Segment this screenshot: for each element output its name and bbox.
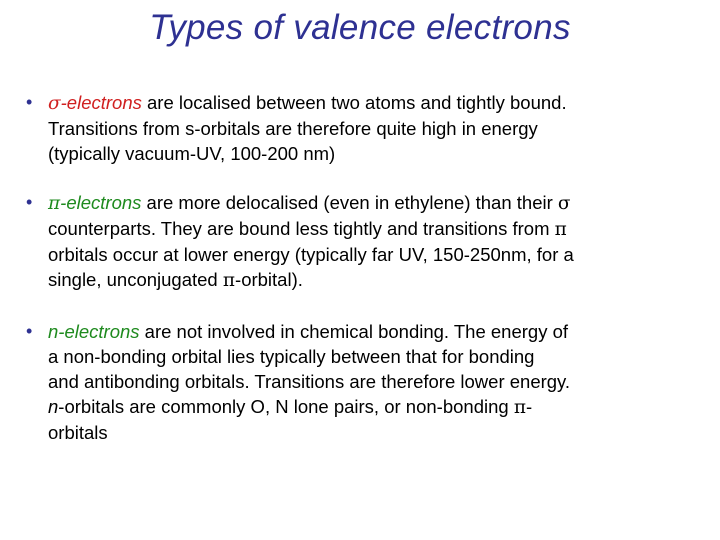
bullet-list bbox=[22, 90, 710, 469]
sigma-inline: σ bbox=[557, 193, 571, 214]
bullet-sigma-electrons bbox=[22, 90, 710, 166]
pi-inline-2: π bbox=[222, 270, 236, 291]
bullet-marker: • bbox=[26, 321, 33, 341]
n-term: n-electrons bbox=[48, 321, 140, 342]
slide-title: Types of valence electrons bbox=[149, 8, 571, 47]
n-line-5: orbitals bbox=[48, 422, 108, 443]
sigma-line-2: Transitions from s-orbitals are therefore quite high in energy bbox=[48, 118, 538, 139]
sigma-term: -electrons bbox=[60, 92, 142, 113]
pi-line-3: orbitals occur at lower energy (typically far UV, 150-250nm, for a bbox=[48, 244, 574, 265]
n-line-4: -orbitals are commonly O, N lone pairs, or non-bonding bbox=[58, 396, 514, 417]
pi-term: -electrons bbox=[60, 192, 142, 213]
pi-line-4: single, unconjugated bbox=[48, 269, 223, 290]
bullet-pi-electrons bbox=[22, 190, 710, 293]
sigma-symbol: σ bbox=[48, 93, 61, 114]
pi-line-4-end: -orbital). bbox=[235, 269, 303, 290]
bullet-marker: • bbox=[26, 192, 33, 212]
bullet-marker: • bbox=[26, 92, 33, 112]
pi-line-2: counterparts. They are bound less tightly and transitions from bbox=[48, 218, 555, 239]
n-line-1: are not involved in chemical bonding. The energy of bbox=[139, 321, 569, 342]
bullet-n-electrons bbox=[22, 319, 710, 445]
pi-line-1: are more delocalised (even in ethylene) than their bbox=[141, 192, 558, 213]
n-line-4-dash: - bbox=[526, 396, 533, 417]
sigma-line-3: (typically vacuum-UV, 100-200 nm) bbox=[48, 143, 336, 164]
pi-inline-3: π bbox=[513, 397, 526, 418]
pi-symbol: π bbox=[48, 193, 61, 214]
n-line-2: a non-bonding orbital lies typically between that for bonding bbox=[48, 346, 535, 367]
sigma-line-1: are localised between two atoms and tightly bound. bbox=[141, 92, 567, 113]
pi-inline-1: π bbox=[554, 219, 567, 240]
n-line-3: and antibonding orbitals. Transitions are therefore lower energy. bbox=[48, 371, 571, 392]
n-italic: n bbox=[48, 396, 59, 417]
